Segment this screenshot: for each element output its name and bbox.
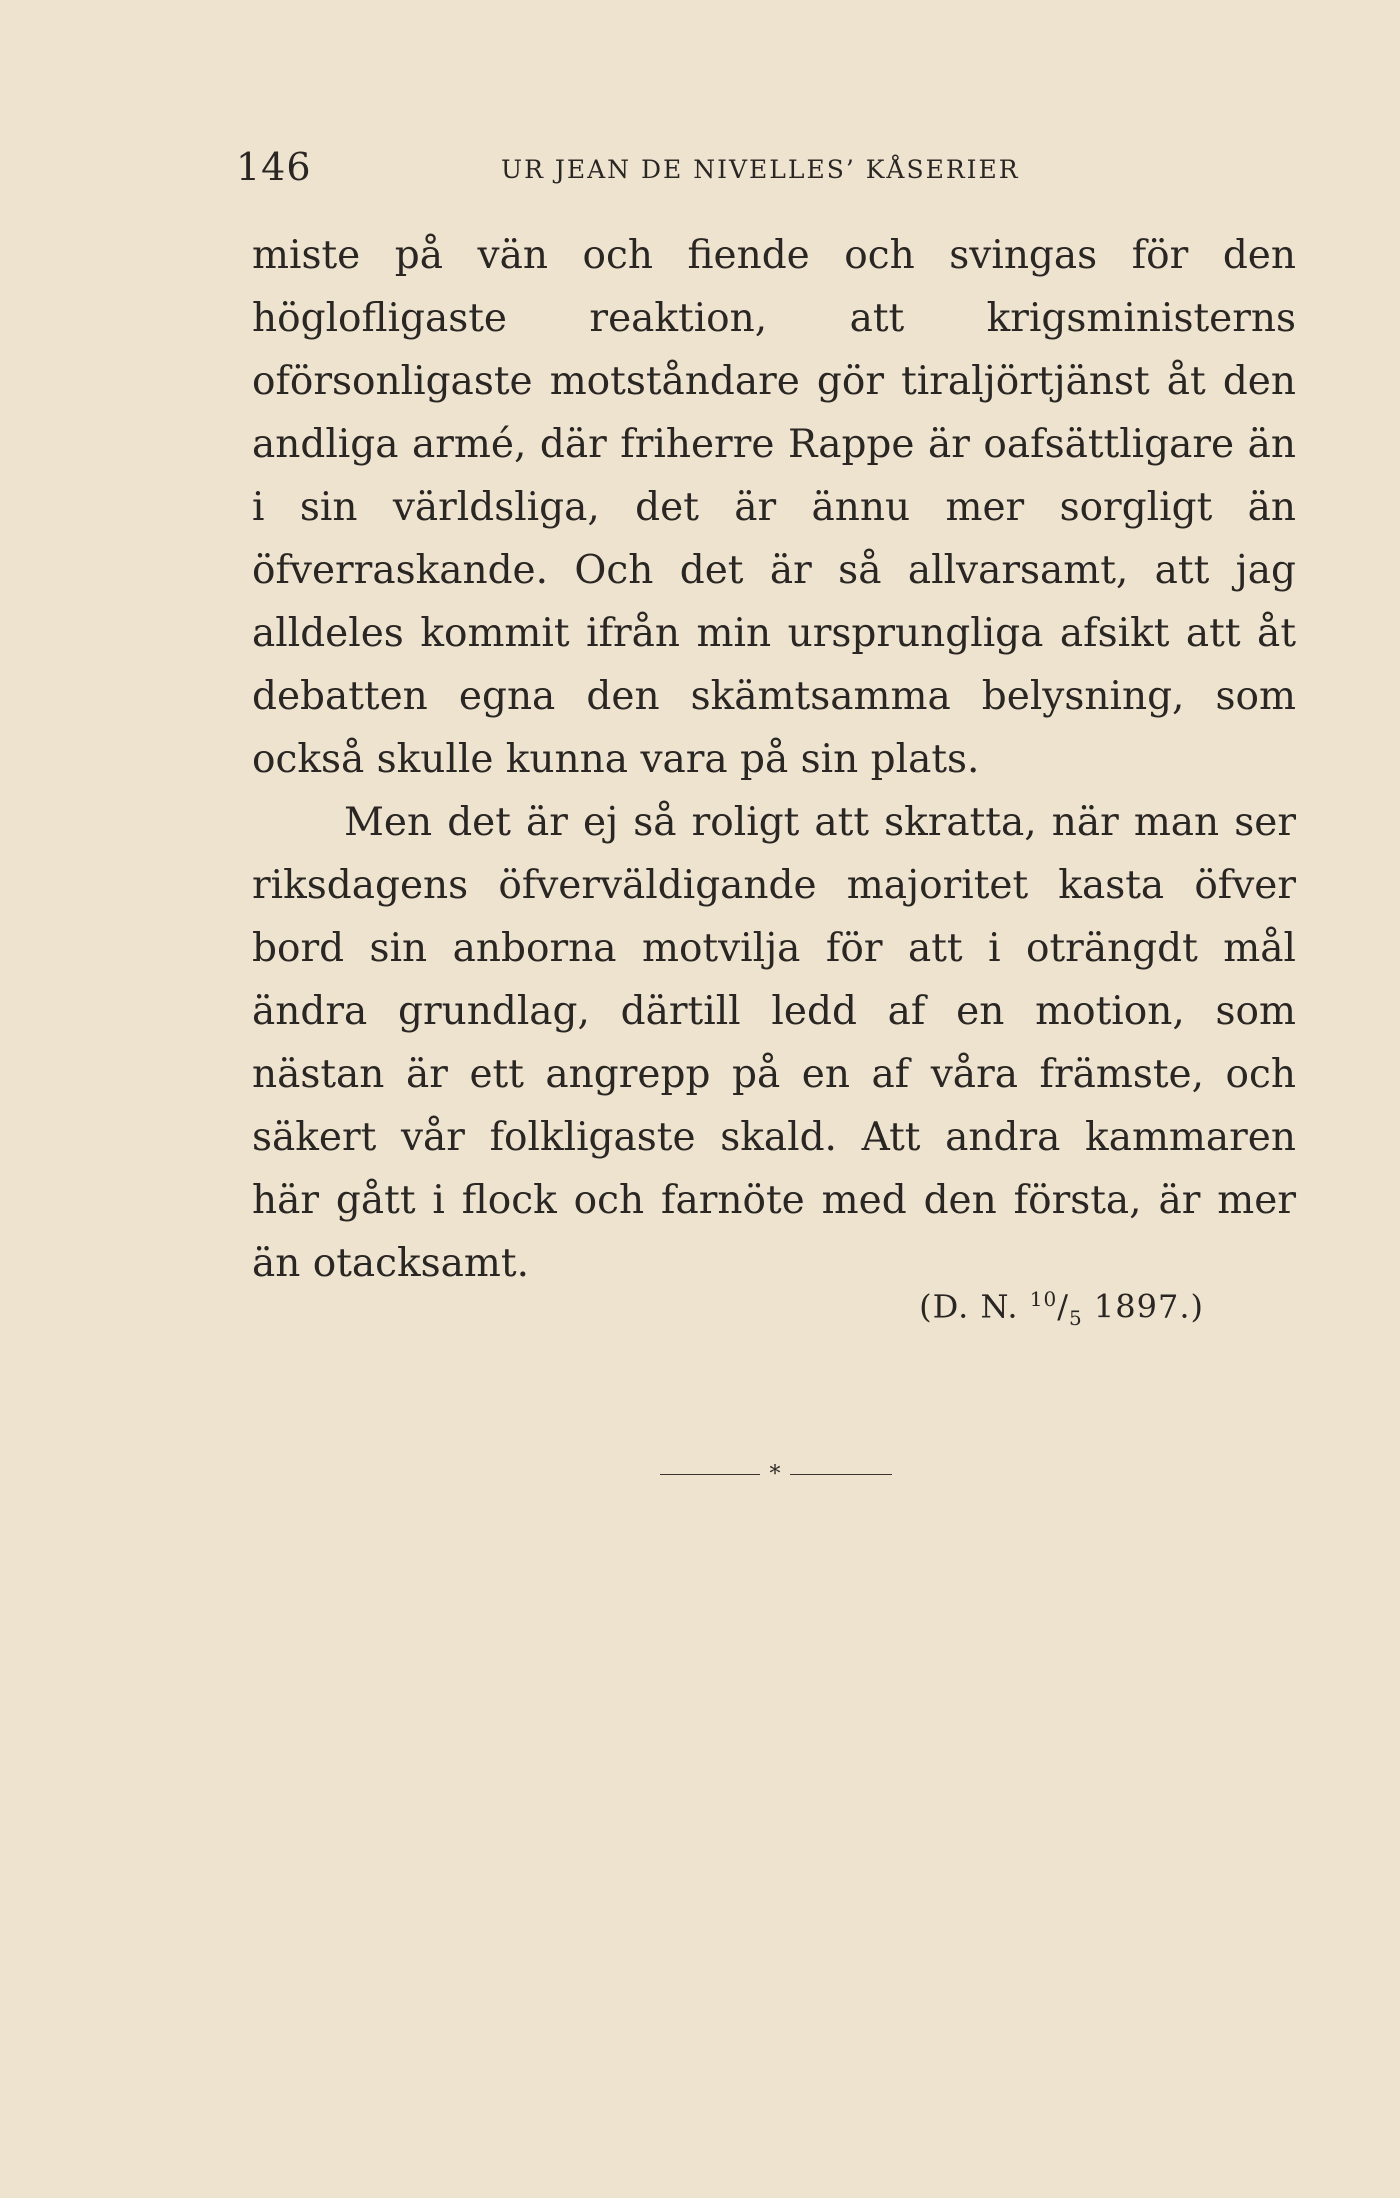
source-citation: (D. N. $^{10}/_5$ 1897.): [919, 1287, 1204, 1331]
citation-year: 1897.): [1093, 1287, 1204, 1326]
page-header: [236, 142, 1041, 192]
citation-day: 10: [1029, 1287, 1058, 1311]
paragraph-1: miste på vän och fiende och svingas för den höglofligaste reaktion, att krigsministerns oförsonligaste motståndare gör tiraljörtjänst åt den andliga armé, där friherre Rappe är oafsättligare än i sin världsliga, det är ännu mer sorgligt än öfverraskande. Och det är så allvarsamt, att jag alldeles kommit ifrån min ursprungliga afsikt att åt debatten egna den skämtsamma belysning, som också skulle kunna vara på sin plats.: [252, 233, 1296, 782]
asterisk-ornament-icon: *: [769, 1462, 781, 1487]
citation-source: (D. N.: [919, 1287, 1019, 1326]
page-number: 146: [236, 145, 312, 189]
body-text: [252, 224, 1296, 1295]
paragraph-2: Men det är ej så roligt att skratta, när man ser riksdagens öfverväldigande majoritet kasta öfver bord sin anborna motvilja för att i oträngdt mål ändra grundlag, därtill ledd af en motion, som nästan är ett angrepp på en af våra främste, och säkert vår folkligaste skald. Att andra kammaren här gått i flock och farnöte med den första, är mer än otacksamt.: [252, 800, 1296, 1286]
running-title: UR JEAN DE NIVELLES’ KÅSERIER: [501, 155, 1020, 184]
separator-line-left: [660, 1474, 760, 1475]
citation-month: 5: [1069, 1306, 1083, 1331]
separator-line-right: [790, 1474, 892, 1475]
section-separator: [660, 1460, 892, 1490]
